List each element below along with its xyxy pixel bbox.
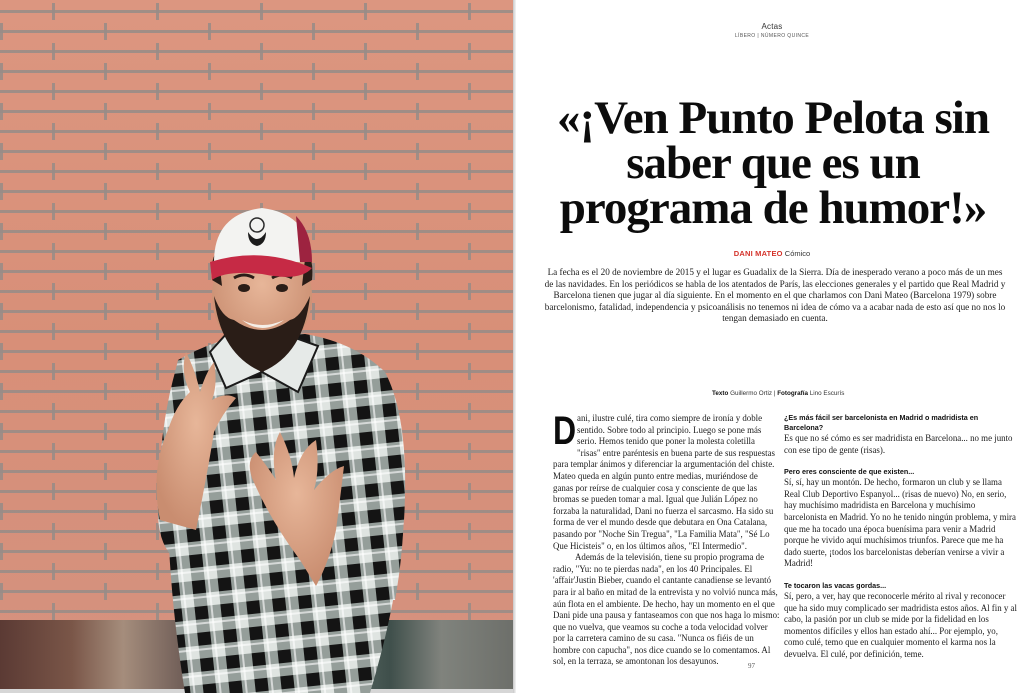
article-page <box>516 0 1028 693</box>
subject-role: Cómico <box>784 249 811 258</box>
article-intro: La fecha es el 20 de noviembre de 2015 y el lugar es Guadalix de la Sierra. Día de inesperado verano a poco más de un mes de las navidades. En los periódicos se habla de los atentados de París, las elecciones generales y el partido que Real Madrid y Barcelona tienen que jugar al día siguiente. En el momento en el que charlamos con Dani Mateo (Barcelona 1979) sobre barcelonismo, fatalidad, independencia y psicoanálisis no tenemos ni idea de cómo va a acabar nada de esto así que no nos lo tengan demasiado en cuenta. <box>544 267 1006 323</box>
interview-question: Te tocaron las vacas gordas... <box>784 580 887 590</box>
body-paragraph: Además de la televisión, tiene su propio programa de radio, "Yu: no te pierdas nada", en los 40 Principales. El 'affair'Justin Bieber, cuando el cantante canadiense se levantó para ir al baño en mitad de la entrevista y no volvió nunca más, aún flota en el ambiente. De hecho, hay un momento en el que Dani pide una pausa y fantaseamos con que nos haga lo mismo: que no vuelva, que veamos su coche a toda velocidad volver por la carretera camino de su casa. "Nunca os fiéis de un hombre con capucha", nos dice cuando se lo comentamos. Al sol, en la terraza, se amontonan los desayunos. <box>553 552 780 667</box>
body-column-left <box>553 409 780 668</box>
cap <box>214 208 312 262</box>
text-credit-author: Guillermo Ortiz <box>730 390 773 397</box>
photo-credit-label: Fotografía <box>777 390 808 397</box>
interview-question: ¿Es más fácil ser barcelonista en Madrid o madridista en Barcelona? <box>784 413 979 432</box>
subject-name: DANI MATEO <box>733 249 783 258</box>
issue-label: LÍBERO | NÚMERO QUINCE <box>734 33 810 39</box>
text-credit-label: Texto <box>712 390 729 397</box>
body-paragraph: ani, ilustre culé, tira como siempre de ironía y doble sentido. Sobre todo al principio. Luego se pone más serio. Hemos tenido que poner la molesta coletilla "risas" entre paréntesis en buena parte de sus respuestas para templar ánimos y diferenciar la argumentación del chiste. Mateo queda en algún punto entre medias, muriéndose de ganas por reírse de cualquier cosa y consciente de que las bromas se pueden tomar a mal. Igual que Julián López no forzaba la naturalidad, Dani no fuerza el sarcasmo. Ha sido su forma de ver el mundo desde que debutara en Ona Catalana, pasando por "Noche Sin Tregua", "La Familia Mata", "Sé Lo Que Hicisteis" o, en los últimos años, "El Intermedio". <box>553 413 775 551</box>
article-headline: «¡Ven Punto Pelota sin saber que es un programa de humor!» <box>557 92 989 234</box>
subject-byline <box>516 249 1028 258</box>
interview-answer: Sí, sí, hay un montón. De hecho, formaron un club y se llama Real Club Deportivo Espanyol... (risas de nuevo) No, en serio, hay muchísimo madridista en Barcelona y muchísimo barcelonista en Madrid. Yo no he tenido ningún problema, y mira que me ha tocado una época buenísima para venir a Madrid porque he vivido aquí muchísimos triunfos. Parece que me ha dado suerte, ¡todos los barcelonistas deberían venirse a vivir a Madrid! <box>784 477 1016 569</box>
section-name: Actas <box>761 22 783 31</box>
person-illustration <box>0 0 513 693</box>
interview-answer: Es que no sé cómo es ser madridista en Barcelona... no me junto con ese tipo de gente (risas). <box>784 433 1013 455</box>
drop-cap: D <box>553 409 577 453</box>
page-number: 97 <box>748 662 755 670</box>
interview-question: Pero eres consciente de que existen... <box>784 467 915 477</box>
interview-column <box>784 413 1018 672</box>
credit-separator: | <box>773 390 776 397</box>
photo-credit-author: Lino Escurís <box>809 390 845 397</box>
interview-answer: Sí, pero, a ver, hay que reconocerle mérito al rival y reconocer que ha sido muy complicado ser madridista estos años. Al fin y al cabo, la pasión por un club se mide por la fidelidad en los momentos difíciles y ellos han estado ahí... Por ejemplo, yo, como culé, temo que en cualquier momento el karma nos la devuelva. El culé, por definición, teme. <box>784 590 1017 659</box>
article-credits <box>712 390 844 397</box>
running-head <box>516 22 1028 39</box>
cover-photo <box>0 0 513 693</box>
